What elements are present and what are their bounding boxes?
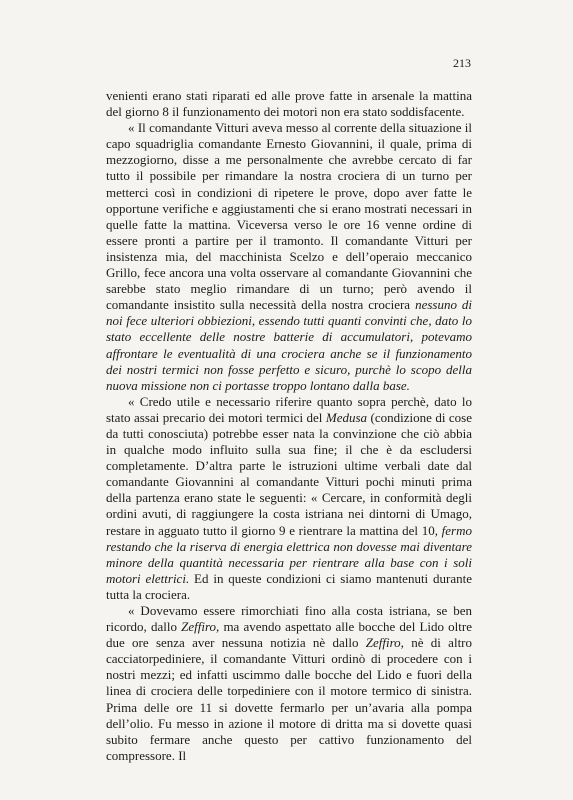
- italic-text: fermo restando che la riserva di energia elettrica non dovesse mai diventare minore della quantità necessaria per rientrare alla base con i soli motori elettrici.: [106, 522, 473, 586]
- paragraph-text: Ed in queste condizioni ci siamo mantenuti durante tutta la crociera.: [106, 570, 472, 602]
- italic-text: Zeffiro,: [365, 635, 404, 651]
- paragraph-text: « Il comandante Vitturi aveva messo al corrente della situazione il capo squadriglia comandante Ernesto Giovannini, il quale, prima di mezzogiorno, disse a me personalmente che avrebbe cercato di far tutto il possibile per rimandare la nostra crociera di un turno per metterci così in condizioni di ripetere le prove, dopo aver fatte le opportune verifiche e aggiustamenti che si erano mostrati necessari in quelle fatte la mattina. Viceversa verso le ore 16 venne ordine di essere pronti a partire per il tramonto. Il comandante Vitturi per insistenza mia, del macchinista Scelzo e dell’operaio meccanico Grillo, fece ancora una volta osservare al comandante Giovannini che sarebbe stato meglio rimandare di un turno; però avendo il comandante insistito sulla necessità della nostra crociera: [106, 120, 472, 313]
- paragraph-text: venienti erano stati riparati ed alle prove fatte in arsenale la mattina del giorno 8 il funzionamento dei motori non era stato soddisfacente.: [106, 88, 472, 120]
- italic-text: Zeffiro,: [181, 619, 220, 635]
- paragraph-text: « Credo utile e necessario riferire quanto sopra perchè, dato lo stato assai precario dei motori termici del: [106, 393, 472, 425]
- paragraph: [106, 394, 472, 603]
- paragraph-text: nè di altro cacciatorpediniere, il comandante Vitturi ordinò di procedere con i nostri mezzi; ed infatti uscimmo dalle bocche del Lido e fuori della linea di crociera delle torpediniere con il motore termico di sinistra. Prima delle ore 11 si dovette fermarlo per un’avaria alla pompa dell’olio. Fu messo in azione il motore di dritta ma si dovette quasi subito fermare anche questo per cattivo funzionamento del compressore. Il: [106, 635, 473, 763]
- paragraph-text: (condizione di cose da tutti conosciuta) potrebbe esser nata la convinzione che ciò abbia in qualche modo influito sulla sua fine; il che è da escludersi completamente. D’altra parte le istruzioni ultime verbali date dal comandante Giovannini al comandante Vitturi pochi minuti prima della partenza erano state le seguenti: « Cercare, in conformità degli ordini avuti, di raggiungere la costa istriana nei dintorni di Umago, restare in agguato tutto il giorno 9 e rientrare la mattina del 10,: [106, 409, 473, 538]
- paragraph-text: « Dovevamo essere rimorchiati fino alla costa istriana, se ben ricordo, dallo: [106, 603, 472, 635]
- paragraph: [106, 88, 472, 120]
- italic-text: nessuno di noi fece ulteriori obbiezioni, essendo tutti quanti convinti che, dato lo stato eccellente delle nostre batterie di accumulatori, potevamo affrontare le eventualità di una crociera anche se il funzionamento dei nostri termici non fosse perfetto e sicuro, purchè lo scopo della nuova missione non ci portasse troppo lontano dalla base.: [106, 297, 473, 393]
- italic-text: Medusa: [325, 409, 368, 425]
- page-number: 213: [453, 56, 471, 70]
- paragraph: [106, 603, 472, 764]
- paragraph-text: ma avendo aspettato alle bocche del Lido oltre due ore senza aver nessuna notizia nè dallo: [106, 619, 472, 651]
- paragraph: [106, 120, 472, 394]
- body-text: [106, 88, 472, 764]
